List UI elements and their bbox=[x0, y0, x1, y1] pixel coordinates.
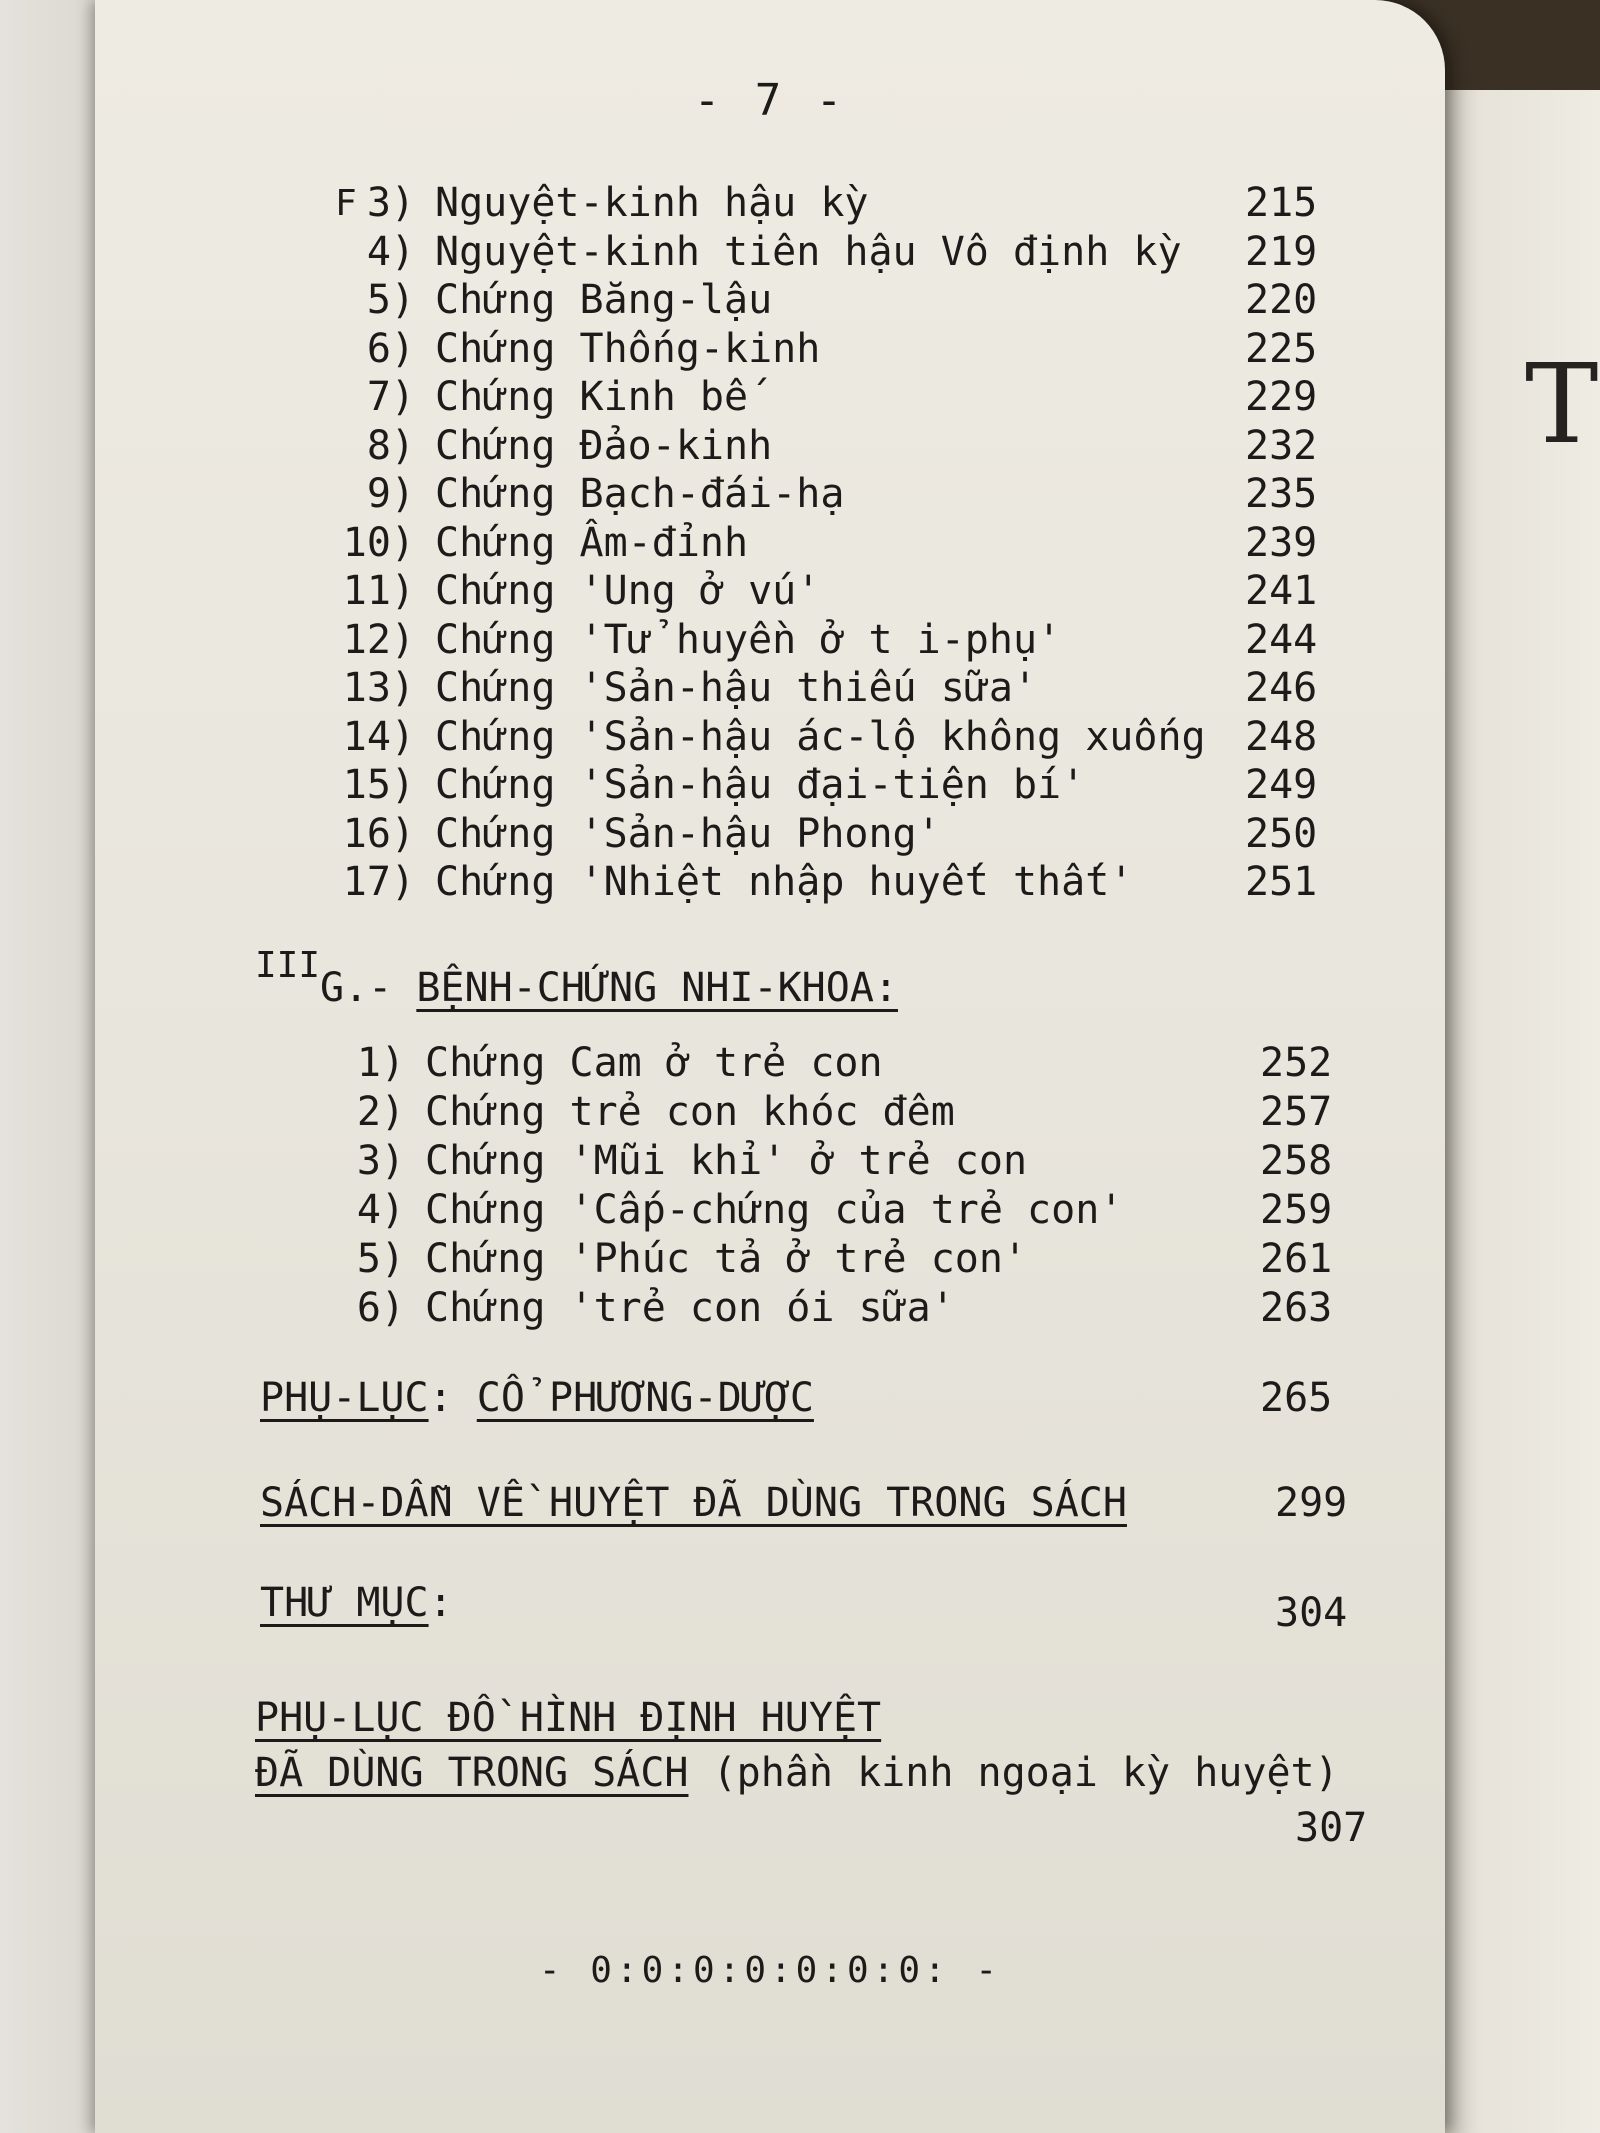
figures-title-line2: ĐÃ DÙNG TRONG SÁCH bbox=[255, 1750, 689, 1796]
bibliography-sep: : bbox=[428, 1580, 453, 1626]
entry-number: 8) bbox=[366, 422, 415, 469]
entry-number: 1) bbox=[356, 1040, 405, 1086]
section-g-heading bbox=[320, 965, 898, 1011]
entry-number: 3) bbox=[356, 1138, 405, 1184]
entry-number: 4) bbox=[356, 1187, 405, 1233]
figures-title-line1: PHỤ-LỤC ĐỒ HÌNH ĐỊNH HUYỆT bbox=[255, 1695, 882, 1741]
entry-number: 14) bbox=[342, 713, 415, 760]
end-mark: - 0:0:0:0:0:0:0: - bbox=[538, 1950, 1002, 1991]
entry-number: 6) bbox=[356, 1285, 405, 1331]
section-g-letter: G.- bbox=[320, 965, 393, 1011]
appendix-label: PHỤ-LỤC bbox=[260, 1375, 429, 1421]
appendix-entry bbox=[260, 1375, 814, 1421]
section-f-prefix: F bbox=[335, 183, 357, 224]
entry-number: 13) bbox=[342, 665, 415, 711]
entry-number: 15) bbox=[342, 762, 415, 808]
bibliography-entry bbox=[260, 1580, 453, 1626]
page-number: - 7 - bbox=[693, 75, 847, 126]
entry-number: 5) bbox=[356, 1236, 405, 1282]
entry-number: 2) bbox=[356, 1089, 405, 1135]
entry-number: 3) bbox=[366, 180, 415, 226]
figures-entry-line1 bbox=[255, 1695, 881, 1741]
entry-number: 5) bbox=[366, 277, 415, 323]
appendix-title: CỔ PHƯƠNG-DƯỢC bbox=[476, 1375, 814, 1421]
entry-number: 9) bbox=[366, 471, 415, 517]
section-g-title: BỆNH-CHỨNG NHI-KHOA: bbox=[416, 965, 898, 1011]
entry-number: 16) bbox=[342, 810, 415, 857]
bibliography-title: THƯ MỤC bbox=[260, 1580, 429, 1626]
entry-number: 12) bbox=[342, 616, 415, 663]
entry-number: 6) bbox=[366, 325, 415, 372]
figures-entry-line2 bbox=[255, 1750, 1339, 1796]
index-entry bbox=[260, 1480, 1127, 1526]
entry-number: 7) bbox=[366, 374, 415, 420]
adjacent-page-handwriting: T bbox=[1525, 340, 1599, 468]
figures-note: (phần kinh ngoại kỳ huyệt) bbox=[712, 1750, 1339, 1796]
entry-number: 4) bbox=[366, 228, 415, 275]
entry-number: 10) bbox=[342, 519, 415, 566]
document-page: - 7 - F 3) Nguyệt-kinh hậu kỳ 215 4) Nguyệt-kinh tiên hậu Vô định kỳ 219 5) Chứng Băng-lậu 220 6) Chứng Thống-kinh 225 7) Chứng Kinh bế 229 8) Chứng Đảo-kinh 232 9) Chứng Bạch-đái-hạ 235 10) Chứng Âm-đỉnh 239 11) Chứng 'Ung ở vú' 241 12) Chứng 'Tử huyền ở t i-phụ' 244 13) Chứng 'Sản-hậu thiếu sữa' 246 14) Chứng 'Sản-hậu ác-lộ không xuống 248 15) Chứng 'Sản-hậu đại-tiện bí' 249 16) Chứng 'Sản-hậu Phong' 250 17) Chứng 'Nhiệt nhập huyết thất' 251 III G.- BỆNH-CHỨNG NHI-KHOA: 1) Chứng Cam ở trẻ con 252 2) Chứng trẻ con khóc đêm 257 3) Chứng 'Mũi khỉ' ở trẻ con 258 4) Chứng 'Cấp-chứng của trẻ con' 259 5) Chứng 'Phúc tả ở trẻ con' 261 6) Chứng 'trẻ con ói sữa' 263 PHỤ-LỤC: CỔ PHƯƠNG-DƯỢC 265 SÁCH-DẪN VỀ HUYỆT ĐÃ DÙNG TRONG SÁCH 299 THƯ MỤC: 304 PHỤ-LỤC ĐỒ HÌNH ĐỊNH HUYỆT ĐÃ DÙNG TRONG SÁCH (phần kinh ngoại kỳ huyệt) 307 - 0:0:0:0:0:0:0: - bbox=[95, 0, 1445, 2133]
index-title: SÁCH-DẪN VỀ HUYỆT ĐÃ DÙNG TRONG SÁCH bbox=[260, 1480, 1127, 1526]
appendix-sep: : bbox=[428, 1375, 453, 1421]
entry-number: 17) bbox=[342, 859, 415, 905]
entry-number: 11) bbox=[342, 568, 415, 614]
section-g-prefix: III bbox=[255, 945, 321, 986]
